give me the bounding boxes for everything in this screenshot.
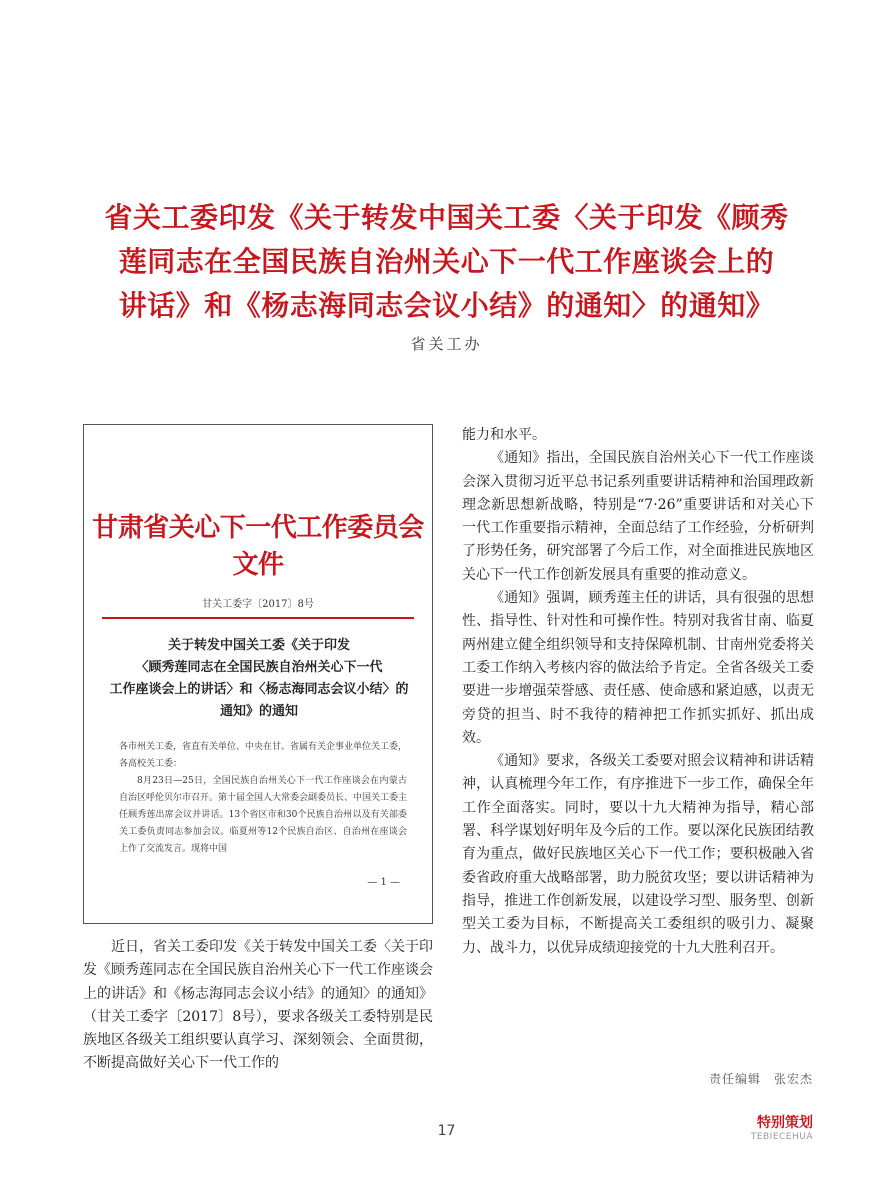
- body-paragraph: 近日，省关工委印发《关于转发中国关工委〈关于印发《顾秀莲同志在全国民族自治州关心下一代工作座谈会上的讲话》和《杨志海同志会议小结》的通知〉的通知》（甘关工委字〔2017〕8号），要求各级关工委特别是民族地区各级关工组织要认真学习、深刻领会、全面贯彻，不断提高做好关心下一代工作的: [83, 939, 433, 1072]
- figure-salutation: 各市州关工委，省直有关单位、中央在甘、省属有关企事业单位关工委，各高校关工委：: [119, 742, 408, 769]
- figure-paragraph: 8月23日—25日，全国民族自治州关心下一代工作座谈会在内蒙古自治区呼伦贝尔市召开。第十届全国人大常委会副委员长、中国关工委主任顾秀莲出席会议并讲话。13个省区市和30个民族自治州以及有关部委关工委负责同志参加会议。临夏州等12个民族自治区、自治州在座谈会上作了交流发言。现将中国: [119, 776, 408, 854]
- title-line: 省关工委印发《关于转发中国关工委〈关于印发《顾秀: [104, 201, 789, 234]
- body-paragraph-continuation: 能力和水平。: [462, 427, 546, 443]
- body-paragraph: 《通知》要求，各级关工委要对照会议精神和讲话精神，认真梳理今年工作，有序推进下一步工作，确保全年工作全面落实。同时，要以十九大精神为指导，精心部署、科学谋划好明年及今后的工作。要以深化民族团结教育为重点，做好民族地区关心下一代工作；要积极融入省委省政府重大战略部署，助力脱贫攻坚；要以讲话精神为指导，推进工作创新发展，以建设学习型、服务型、创新型关工委为目标，不断提高关工委组织的吸引力、凝聚力、战斗力，以优异成绩迎接党的十九大胜利召开。: [462, 753, 814, 956]
- figure-subtitle-line: 工作座谈会上的讲话〉和〈杨志海同志会议小结〉的: [109, 682, 409, 697]
- figure-page-number: — 1 —: [367, 877, 400, 888]
- section-label-en: TEBIECEHUA: [750, 1132, 813, 1142]
- left-column: [83, 936, 433, 1076]
- body-paragraph: 《通知》指出，全国民族自治州关心下一代工作座谈会深入贯彻习近平总书记系列重要讲话精神和治国理政新理念新思想新战略，特别是“7·26”重要讲话和对关心下一代工作重要指示精神，全面总结了工作经验，分析研判了形势任务，研究部署了今后工作，对全面推进民族地区关心下一代工作创新发展具有重要的推动意义。: [462, 450, 814, 583]
- title-line: 莲同志在全国民族自治州关心下一代工作座谈会上的: [118, 245, 775, 278]
- article-author: 省关工办: [410, 335, 483, 353]
- figure-subtitle-line: 通知》的通知: [219, 704, 298, 719]
- body-paragraph: 《通知》强调，顾秀莲主任的讲话，具有很强的思想性、指导性、针对性和可操作性。特别对我省甘南、临夏两州建立健全组织领导和支持保障机制、甘南州党委将关工委工作纳入考核内容的做法给予肯定。全省各级关工委要进一步增强荣誉感、责任感、使命感和紧迫感，以责无旁贷的担当、时不我待的精神把工作抓实抓好、抓出成效。: [462, 590, 814, 746]
- right-column: [462, 424, 814, 960]
- figure-subtitle-line: 〈顾秀莲同志在全国民族自治州关心下一代: [135, 660, 383, 675]
- figure-header: 甘肃省关心下一代工作委员会文件: [92, 513, 424, 580]
- section-label: [751, 1112, 813, 1142]
- document-scan-figure: [83, 424, 433, 924]
- title-line: 讲话》和《杨志海同志会议小结》的通知〉的通知》: [118, 289, 775, 322]
- figure-subtitle: [104, 635, 414, 723]
- figure-divider: [102, 617, 414, 619]
- figure-doc-number: 甘关工委字〔2017〕8号: [202, 599, 314, 610]
- responsible-editor: 责任编辑 张宏杰: [708, 1072, 813, 1086]
- figure-subtitle-line: 关于转发中国关工委《关于印发: [167, 638, 350, 653]
- page-number: 17: [437, 1123, 456, 1139]
- figure-body: [119, 739, 407, 858]
- section-label-cn: 特别策划: [757, 1115, 813, 1131]
- article-title: [70, 196, 823, 328]
